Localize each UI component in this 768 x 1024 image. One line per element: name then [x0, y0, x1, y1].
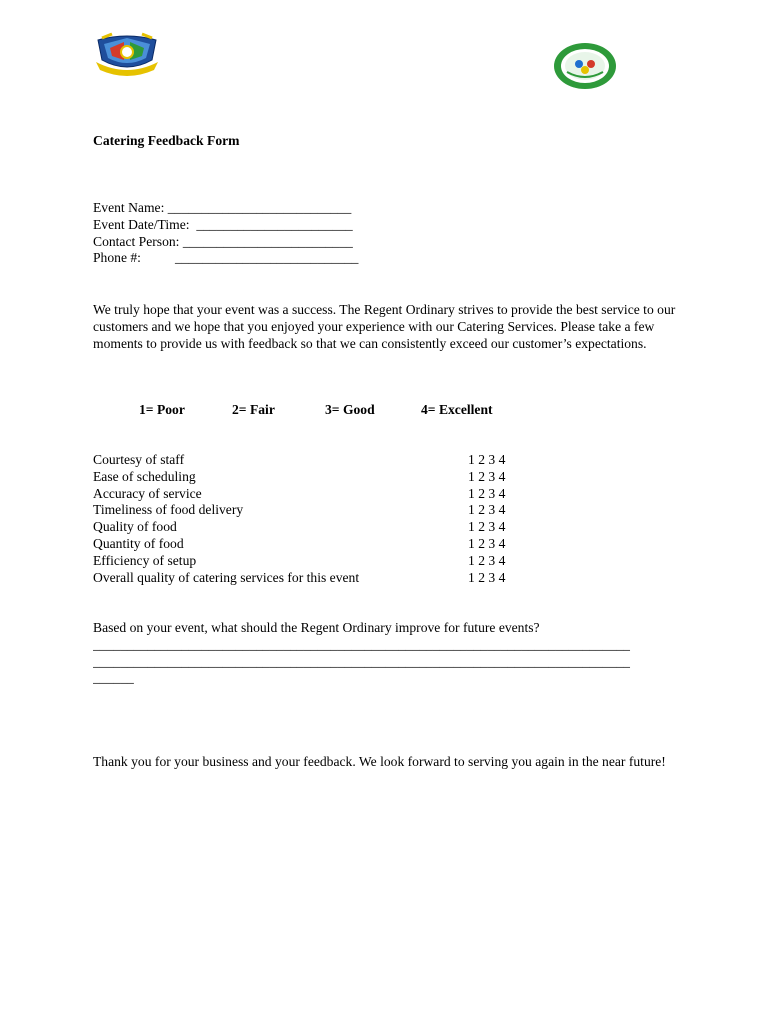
list-item [93, 553, 533, 570]
question-text: Based on your event, what should the Regent Ordinary improve for future events? [93, 620, 540, 635]
intro-paragraph: We truly hope that your event was a success. The Regent Ordinary strives to provide the best service to our customers and we hope that you enjoyed your experience with our Catering Services. Please take a few moments to provide us with feedback so that we can consistently exceed our customer’s expectations. [93, 302, 676, 351]
list-item [93, 486, 533, 503]
rating-poor: 1= Poor [139, 402, 185, 417]
field-label: Event Date/Time: [93, 216, 197, 232]
item-scale[interactable]: 1 2 3 4 [468, 519, 506, 535]
page-title: Catering Feedback Form [93, 133, 240, 148]
rating-fair: 2= Fair [232, 402, 275, 417]
event-info-fields [93, 200, 358, 267]
item-label: Accuracy of service [93, 485, 202, 501]
answer-line[interactable]: _______________________________________________________________________________ [93, 636, 630, 652]
item-scale[interactable]: 1 2 3 4 [468, 452, 506, 467]
field-label: Event Name: [93, 200, 168, 215]
item-scale[interactable]: 1 2 3 4 [468, 485, 506, 501]
closing-paragraph: Thank you for your business and your feedback. We look forward to serving you again in the near future! [93, 754, 666, 769]
item-label: Quality of food [93, 519, 177, 535]
event-datetime-field[interactable] [93, 217, 358, 234]
item-label: Efficiency of setup [93, 552, 197, 568]
field-label: Contact Person: [93, 233, 183, 249]
rating-good: 3= Good [325, 402, 375, 417]
contact-person-field[interactable] [93, 234, 358, 251]
green-round-seal-icon [553, 42, 617, 90]
school-crest-icon [94, 30, 160, 76]
field-blank: ___________________________ [174, 250, 359, 266]
rating-excellent: 4= Excellent [421, 402, 493, 417]
rating-items-list [93, 452, 533, 586]
list-item [93, 452, 533, 469]
field-label: Phone #: [93, 250, 175, 266]
field-blank: ___________________________ [167, 200, 352, 215]
list-item [93, 536, 533, 553]
item-label: Timeliness of food delivery [93, 502, 244, 518]
answer-line[interactable]: _______________________________________________________________________________ [93, 653, 630, 669]
event-name-field[interactable] [93, 200, 358, 217]
list-item [93, 570, 533, 587]
field-blank: _______________________ [196, 216, 353, 232]
list-item [93, 502, 533, 519]
item-scale[interactable]: 1 2 3 4 [468, 535, 506, 551]
item-scale[interactable]: 1 2 3 4 [468, 502, 506, 518]
improvement-question [93, 620, 693, 687]
item-label: Courtesy of staff [93, 452, 185, 467]
item-label: Overall quality of catering services for this event [93, 569, 360, 585]
item-scale[interactable]: 1 2 3 4 [468, 468, 506, 484]
item-scale[interactable]: 1 2 3 4 [468, 552, 506, 568]
item-label: Quantity of food [93, 535, 184, 551]
item-scale[interactable]: 1 2 3 4 [468, 569, 506, 585]
phone-field[interactable] [93, 250, 358, 267]
list-item [93, 519, 533, 536]
answer-line[interactable]: ______ [93, 670, 134, 686]
field-blank: _________________________ [182, 233, 353, 249]
item-label: Ease of scheduling [93, 468, 196, 484]
list-item [93, 469, 533, 486]
